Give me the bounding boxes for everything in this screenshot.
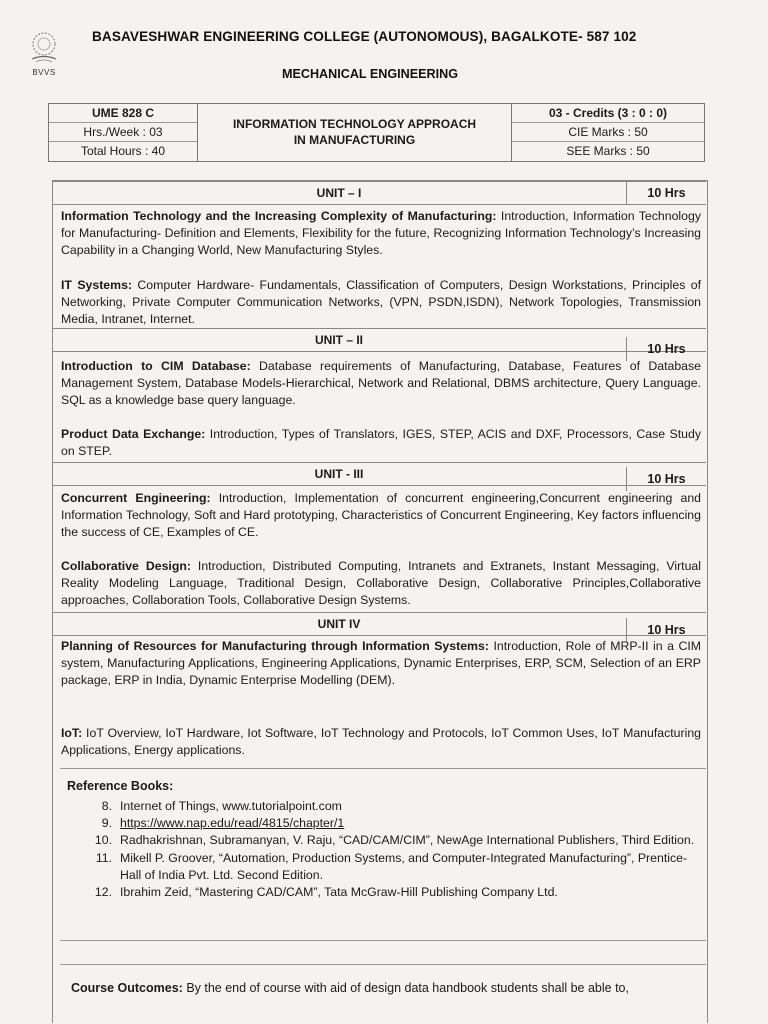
reference-text: Radhakrishnan, Subramanyan, V. Raju, “CAD/CAM/CIM”, NewAge International Publishers, Third Edition. — [120, 833, 695, 848]
unit-hours: 10 Hrs — [626, 337, 706, 361]
unit-topic — [61, 426, 701, 460]
total-hours: Total Hours : 40 — [80, 144, 166, 158]
unit-topic — [61, 208, 701, 260]
reference-item — [66, 798, 706, 815]
reference-item — [66, 850, 706, 884]
divider — [60, 768, 706, 769]
credits: 03 - Credits (3 : 0 : 0) — [512, 104, 704, 123]
topic-body: Introduction, Types of Translators, IGES, STEP, ACIS and DXF, Processors, Case Study on STEP. — [61, 427, 701, 459]
course-outcomes-heading: Course Outcomes: — [71, 981, 183, 995]
reference-list — [66, 798, 706, 901]
unit-label: UNIT – II — [314, 333, 363, 347]
unit-topic — [61, 490, 701, 542]
course-title-line1: INFORMATION TECHNOLOGY APPROACH — [232, 117, 477, 131]
topic-heading: Product Data Exchange: — [61, 427, 206, 441]
topic-heading: IoT: — [61, 726, 83, 740]
reference-number: 9. — [101, 816, 112, 831]
marks-column — [511, 104, 704, 161]
topic-heading: Planning of Resources for Manufacturing through Information Systems: — [61, 639, 489, 653]
department-name: MECHANICAL ENGINEERING — [281, 67, 459, 81]
course-title — [198, 116, 511, 148]
cie-marks: CIE Marks : 50 — [512, 123, 704, 142]
college-name: BASAVESHWAR ENGINEERING COLLEGE (AUTONOMOUS), BAGALKOTE- 587 102 — [92, 29, 637, 44]
unit-header — [52, 612, 706, 636]
course-code: UME 828 C — [49, 104, 197, 123]
unit-topic — [61, 277, 701, 329]
see-marks: SEE Marks : 50 — [566, 144, 650, 158]
topic-body: Introduction, Role of MRP-II in a CIM system, Manufacturing Applications, Engineering Applications, Dynamic Enterprises, ERP, SCM, Selection of an ERP package, ERP in India, Dynamic Enterprise Modelling (DEM). — [61, 639, 702, 688]
reference-text: Internet of Things, www.tutorialpoint.com — [120, 799, 342, 813]
reference-item — [66, 884, 706, 901]
topic-body: Introduction, Implementation of concurrent engineering,Concurrent engineering and Information Technology, Soft and Hard prototyping, Characteristics of Concurrent Engineering, Key factors influencing the success of CE, Examples of CE. — [61, 491, 701, 540]
topic-heading: IT Systems: — [61, 278, 132, 292]
course-outcomes — [71, 981, 629, 995]
logo-caption: BVVS — [32, 68, 56, 77]
unit-header — [52, 181, 706, 205]
unit-hours: 10 Hrs — [626, 467, 706, 491]
course-header-table — [48, 103, 705, 162]
course-title-line2: IN MANUFACTURING — [293, 133, 416, 147]
hours-per-week: Hrs./Week : 03 — [49, 123, 197, 142]
topic-body: Introduction, Distributed Computing, Intranets and Extranets, Instant Messaging, Virtual Reality Modeling Language, Traditional Design, Collaborative Design, Collaborative Principles,Collaborative approaches, Collaboration Tools, Collaborative Design Systems. — [61, 559, 701, 608]
college-emblem-icon — [24, 26, 64, 66]
course-info-column — [49, 104, 198, 161]
unit-topic — [61, 725, 701, 759]
unit-topic — [61, 638, 701, 690]
reference-item — [66, 815, 706, 832]
unit-topic — [61, 358, 701, 410]
unit-hours: 10 Hrs — [626, 181, 706, 205]
reference-number: 8. — [101, 799, 112, 813]
course-outcomes-text: By the end of course with aid of design data handbook students shall be able to, — [182, 981, 629, 995]
unit-hours: 10 Hrs — [626, 618, 706, 642]
reference-number: 11. — [95, 850, 112, 865]
unit-label: UNIT IV — [317, 617, 361, 631]
references-heading: Reference Books: — [67, 779, 174, 793]
unit-label: UNIT – I — [316, 186, 362, 200]
reference-text: Mikell P. Groover, “Automation, Production Systems, and Computer-Integrated Manufacturing”, Prentice-Hall of India Pvt. Ltd. Second Edition. — [120, 850, 688, 882]
topic-body: Database requirements of Manufacturing, Database, Features of Database Management System, Database Models-Hierarchical, Network and Relational, DBMS architecture, Query Language. SQL as a knowledge base query language. — [61, 359, 702, 408]
topic-body: Computer Hardware- Fundamentals, Classification of Computers, Design Workstations, Principles of Networking, Private Computer Communication Networks, (VPN, PSDN,ISDN), Network Topologies, Transmission Media, Intranet, Internet. — [61, 278, 701, 327]
topic-heading: Concurrent Engineering: — [61, 491, 211, 505]
topic-heading: Introduction to CIM Database: — [61, 359, 251, 373]
reference-number: 10. — [94, 833, 112, 848]
topic-heading: Collaborative Design: — [61, 559, 191, 573]
topic-heading: Information Technology and the Increasing Complexity of Manufacturing: — [61, 209, 497, 223]
unit-header — [52, 462, 706, 486]
divider — [60, 964, 706, 965]
divider — [60, 940, 706, 941]
reference-link[interactable]: https://www.nap.edu/read/4815/chapter/1 — [120, 816, 345, 831]
unit-label: UNIT - III — [314, 467, 364, 481]
unit-topic — [61, 558, 701, 610]
reference-text: Ibrahim Zeid, “Mastering CAD/CAM”, Tata McGraw-Hill Publishing Company Ltd. — [120, 885, 558, 900]
unit-header — [52, 328, 706, 356]
topic-body: IoT Overview, IoT Hardware, Iot Software, IoT Technology and Protocols, IoT Common Uses, IoT Manufacturing Applications, Energy applications. — [61, 726, 701, 758]
reference-number: 12. — [94, 885, 112, 900]
topic-body: Introduction, Information Technology for Manufacturing- Definition and Elements, Flexibility for the future, Recognizing Information Technology’s Increasing Capability in a Changing World, New Manufacturing Styles. — [61, 209, 701, 258]
reference-item — [66, 832, 706, 849]
